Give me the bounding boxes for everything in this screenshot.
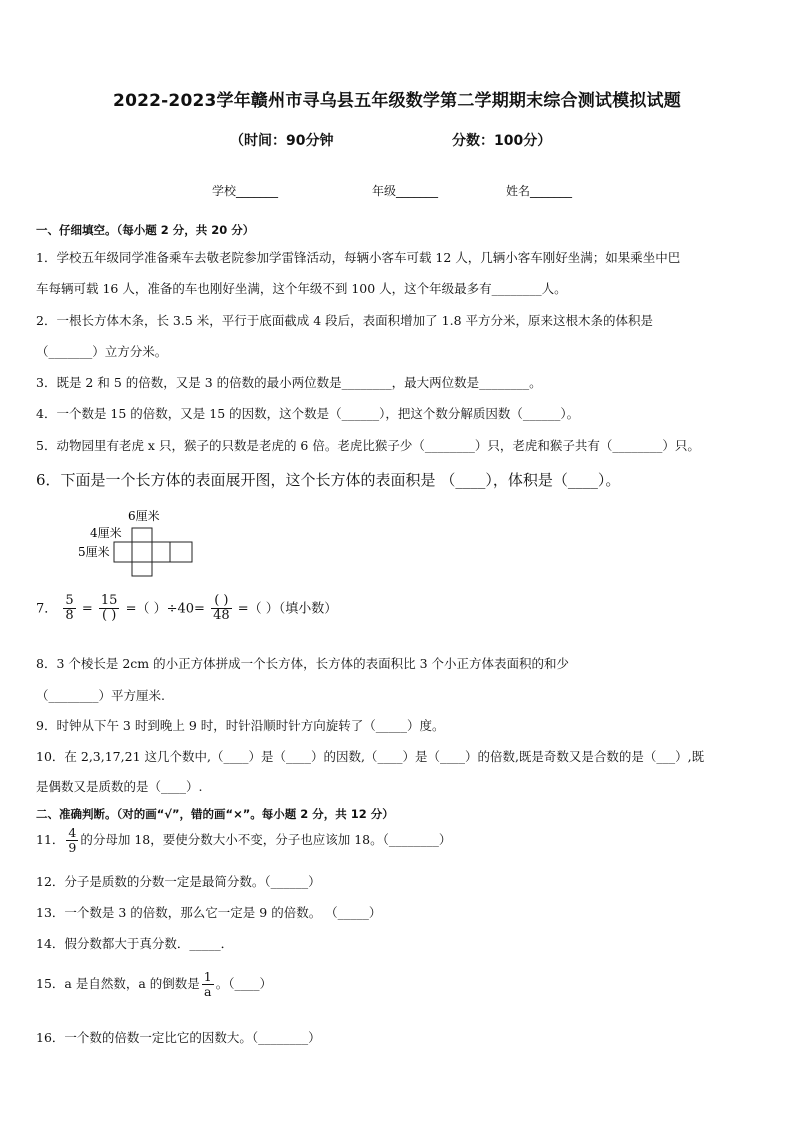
exam-score: 分数：100分） <box>452 133 552 149</box>
grade-field: 年级_______ <box>372 184 439 198</box>
exam-time: （时间：90分钟 <box>230 133 334 149</box>
fraction-blank-48 <box>211 594 232 624</box>
question-10-line-1: 10．在 2,3,17,21 这几个数中,（____）是（____）的因数,（____）是（____）的倍数,既是奇数又是合数的是（___）,既 <box>36 749 705 764</box>
question-11 <box>36 826 451 855</box>
fraction-15-blank <box>99 594 120 624</box>
net-face-left <box>114 542 132 562</box>
fraction-numerator: 1 <box>203 969 212 984</box>
question-14: 14．假分数都大于真分数．_____． <box>36 936 234 951</box>
question-5: 5．动物园里有老虎 x 只，猴子的只数是老虎的 6 倍。老虎比猴子少（________）只，老虎和猴子共有（________）只。 <box>36 438 700 453</box>
fraction-denominator: 48 <box>213 608 230 624</box>
net-face-back <box>170 542 192 562</box>
fraction-5-8 <box>63 594 75 624</box>
question-1-line-1: 1．学校五年级同学准备乘车去敬老院参加学雷锋活动，每辆小客车可载 12 人，几辆小客车刚好坐满；如果乘坐中巴 <box>36 250 681 265</box>
question-3: 3．既是 2 和 5 的倍数，又是 3 的倍数的最小两位数是________，最大两位数是________。 <box>36 375 542 390</box>
fraction-denominator: 9 <box>68 839 77 855</box>
question-6: 6．下面是一个长方体的表面展开图，这个长方体的表面积是 （____），体积是（____）。 <box>36 471 621 489</box>
question-7-prefix: 7． <box>36 601 58 617</box>
question-7-tail: =（ ）（填小数） <box>237 601 338 617</box>
net-label-mid: 4厘米 <box>90 526 122 540</box>
fraction-numerator: 15 <box>100 593 118 608</box>
fraction-4-9 <box>66 826 78 855</box>
fraction-numerator: 5 <box>65 593 74 608</box>
question-4: 4．一个数是 15 的倍数，又是 15 的因数，这个数是（______），把这个数分解质因数（______）。 <box>36 406 580 421</box>
question-11-prefix: 11． <box>36 831 65 847</box>
question-15-tail: 。（____） <box>215 975 272 991</box>
name-field: 姓名_______ <box>506 184 573 198</box>
question-7-middle: =（ ）÷40= <box>125 601 205 617</box>
question-1-line-2: 车每辆可载 16 人，准备的车也刚好坐满，这个年级不到 100 人，这个年级最多有________人。 <box>36 281 567 296</box>
net-face-top <box>132 528 152 542</box>
net-face-front <box>132 542 152 562</box>
section-1-heading: 一、仔细填空。（每小题 2 分，共 20 分） <box>36 223 255 237</box>
fraction-denominator: ( ) <box>102 608 117 624</box>
school-field: 学校_______ <box>212 184 279 198</box>
question-2-line-1: 2．一根长方体木条，长 3.5 米，平行于底面截成 4 段后，表面积增加了 1.8 平方分米，原来这根木条的体积是 <box>36 313 654 328</box>
net-face-bottom <box>132 562 152 576</box>
net-label-left: 5厘米 <box>78 545 110 559</box>
cuboid-net-diagram <box>76 506 206 582</box>
question-13: 13．一个数是 3 的倍数，那么它一定是 9 的倍数。 （_____） <box>36 905 382 920</box>
question-7 <box>36 594 337 624</box>
fraction-1-a <box>202 970 214 999</box>
question-9: 9．时钟从下午 3 时到晚上 9 时，时针沿顺时针方向旋转了（_____）度。 <box>36 718 445 733</box>
question-2-line-2: （_______）立方分米。 <box>36 344 168 359</box>
question-15 <box>36 970 272 999</box>
fraction-denominator: 8 <box>65 608 74 624</box>
net-label-top: 6厘米 <box>128 509 160 523</box>
question-8-line-1: 8．3 个棱长是 2cm 的小正方体拼成一个长方体，长方体的表面积比 3 个小正方体表面积的和少 <box>36 656 570 671</box>
question-10-line-2: 是偶数又是质数的是（____）. <box>36 779 203 794</box>
fraction-numerator: 4 <box>68 825 77 840</box>
fraction-numerator: ( ) <box>211 594 232 609</box>
equals-sign: = <box>81 601 93 617</box>
question-11-text: 的分母加 18，要使分数大小不变，分子也应该加 18。（________） <box>80 831 452 847</box>
question-15-text: 15．a 是自然数，a 的倒数是 <box>36 975 200 991</box>
page-title: 2022-2023学年赣州市寻乌县五年级数学第二学期期末综合测试模拟试题 <box>113 91 681 111</box>
section-2-heading: 二、准确判断。（对的画“√”，错的画“×”。每小题 2 分，共 12 分） <box>36 807 394 821</box>
question-16: 16．一个数的倍数一定比它的因数大。（________） <box>36 1030 321 1045</box>
fraction-denominator: a <box>204 983 212 999</box>
question-12: 12．分子是质数的分数一定是最简分数。（______） <box>36 874 321 889</box>
net-face-right <box>152 542 170 562</box>
question-8-line-2: （________）平方厘米. <box>36 688 165 703</box>
